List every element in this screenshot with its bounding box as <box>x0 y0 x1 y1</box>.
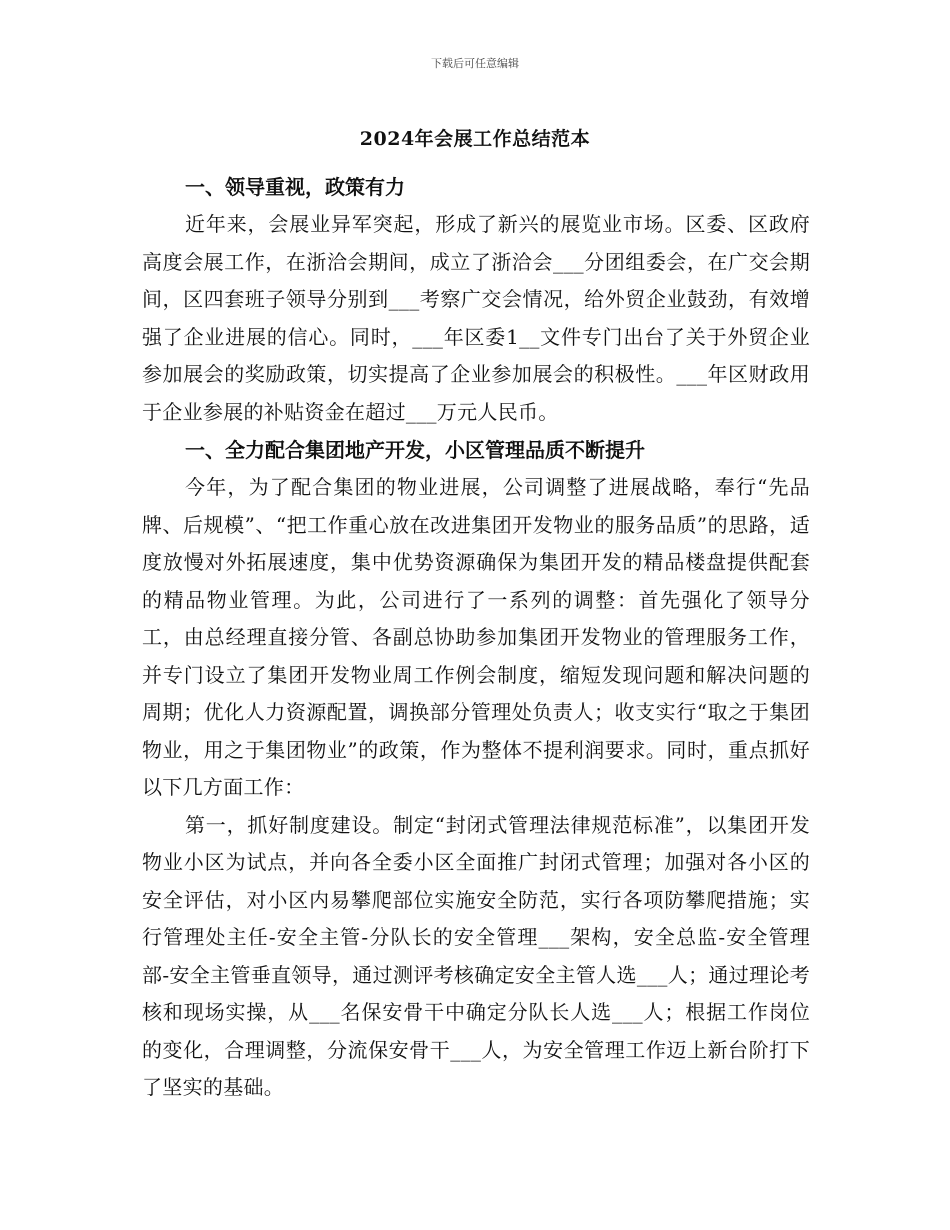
document-title: 2024年会展工作总结范本 <box>359 128 591 150</box>
section-paragraph: 今年，为了配合集团的物业进展，公司调整了进展战略，奉行“先品牌、后规模”、“把工作重心放在改进集团开发物业的服务品质”的思路，适度放慢对外拓展速度，集中优势资源确保为集团开发的精品楼盘提供配套的精品物业管理。为此，公司进行了一系列的调整：首先强化了领导分工，由总经理直接分管、各副总协助参加集团开发物业的管理服务工作，并专门设立了集团开发物业周工作例会制度，缩短发现问题和解决问题的周期；优化人力资源配置，调换部分管理处负责人；收支实行“取之于集团物业，用之于集团物业”的政策，作为整体不提利润要求。同时，重点抓好以下几方面工作： <box>142 475 810 799</box>
section-leadership <box>142 168 810 431</box>
section-heading: 一、全力配合集团地产开发，小区管理品质不断提升 <box>185 438 645 462</box>
document-body <box>142 168 810 1107</box>
section-paragraph: 第一，抓好制度建设。制定“封闭式管理法律规范标准”，以集团开发物业小区为试点，并向各全委小区全面推广封闭式管理；加强对各小区的安全评估，对小区内易攀爬部位实施安全防范，实行各项防攀爬措施；实行管理处主任-安全主管-分队长的安全管理___架构，安全总监-安全管理部-安全主管垂直领导，通过测评考核确定安全主管人选___人；通过理论考核和现场实操，从___名保安骨干中确定分队长人选___人；根据工作岗位的变化，合理调整，分流保安骨干___人，为安全管理工作迈上新台阶打下了坚实的基础。 <box>142 812 810 1099</box>
section-paragraph: 近年来，会展业异军突起，形成了新兴的展览业市场。区委、区政府高度会展工作，在浙洽会期间，成立了浙洽会___分团组委会，在广交会期间，区四套班子领导分别到___考察广交会情况，给外贸企业鼓劲，有效增强了企业进展的信心。同时，___年区委1__文件专门出台了关于外贸企业参加展会的奖励政策，切实提高了企业参加展会的积极性。___年区财政用于企业参展的补贴资金在超过___万元人民币。 <box>142 212 810 424</box>
section-property-management <box>142 431 810 1107</box>
section-heading: 一、领导重视，政策有力 <box>185 175 405 199</box>
page-header-note: 下载后可任意编辑 <box>431 57 519 70</box>
